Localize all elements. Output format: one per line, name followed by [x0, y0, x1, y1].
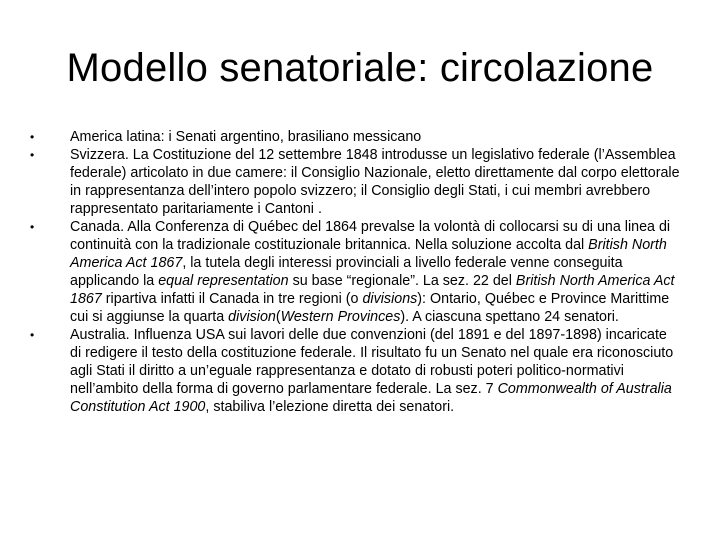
bullet-marker: • [30, 220, 35, 234]
slide-title: Modello senatoriale: circolazione [66, 46, 654, 90]
bullet-text [70, 128, 680, 146]
bullet-text [70, 218, 680, 326]
bullet-segment-italic: British North America Act 1867 [70, 273, 675, 307]
bullet-segment: su base “regionale”. La sez. 22 del [288, 273, 516, 289]
bullet-segment: ripartiva infatti il Canada in tre regioni (o [101, 291, 363, 307]
bullet-segment: : i Senati argentino, brasiliano messicano [160, 129, 422, 145]
bullet-segment: , eletto direttamente dal corpo elettorale in rappresentanza dell’intero popolo svizzero; il [70, 165, 680, 199]
bullet-segment: , stabiliva l’elezione diretta dei senatori. [205, 399, 455, 415]
bullet-segment-italic: equal representation [158, 273, 289, 289]
bullet-marker: • [30, 148, 35, 162]
bullet-segment: ( [275, 309, 281, 325]
bullet-text [70, 326, 680, 416]
bullet-segment: Australia [70, 327, 126, 343]
bullet-segment-italic: British North America Act 1867 [70, 237, 667, 271]
bullet-segment: . La Costituzione del 12 settembre 1848 introdusse un legislativo federale (l’Assemblea federale) articolato in due camere: il [70, 147, 676, 181]
bullet-segment: . Influenza USA sui lavori delle due convenzioni (del 1891 e del 1897-1898) incaricate di redigere il testo della costituzione federale. Il risultato fu un Senato nel quale era riconosciuto agli Stati il diritto a un’eguale rappresentanza e dotato di robusti poteri politico-normativi nell’ambito della forma di governo parlamentare federale. La sez. 7 [70, 327, 674, 397]
bullet-segment-italic: Western Provinces [280, 309, 401, 325]
bullet-item-australia [30, 326, 680, 416]
bullet-segment: ): Ontario, Québec e Province Marittime cui si aggiunse la quarta [70, 291, 670, 325]
bullet-marker: • [30, 130, 35, 144]
bullet-segment: , i cui membri avrebbero rappresentato paritariamente i Cantoni . [70, 183, 651, 217]
bullet-segment: ). A ciascuna spettano 24 senatori. [400, 309, 619, 325]
bullet-segment-italic: divisions [362, 291, 418, 307]
bullet-segment: . Alla Conferenza di Québec del 1864 prevalse la volontà di collocarsi su di una linea di continuità con la tradizionale costituzionale britannica. Nella soluzione accolta dal [70, 219, 671, 253]
bullet-item-america-latina [30, 128, 680, 146]
bullet-list [30, 128, 680, 416]
bullet-segment: Consiglio Nazionale [301, 165, 428, 181]
bullet-segment: Svizzera [70, 147, 125, 163]
bullet-item-svizzera [30, 146, 680, 218]
bullet-marker: • [30, 328, 35, 342]
bullet-item-canada [30, 218, 680, 326]
bullet-text [70, 146, 680, 218]
bullet-segment: , la tutela degli interessi provinciali a livello federale venne conseguita applicando la [70, 255, 623, 289]
bullet-segment: America latina [70, 129, 161, 145]
bullet-segment: Consiglio degli Stati [371, 183, 497, 199]
bullet-segment-italic: division [228, 309, 276, 325]
bullet-segment: Canada [70, 219, 121, 235]
bullet-segment-italic: Commonwealth of Australia Constitution Act 1900 [70, 381, 672, 415]
